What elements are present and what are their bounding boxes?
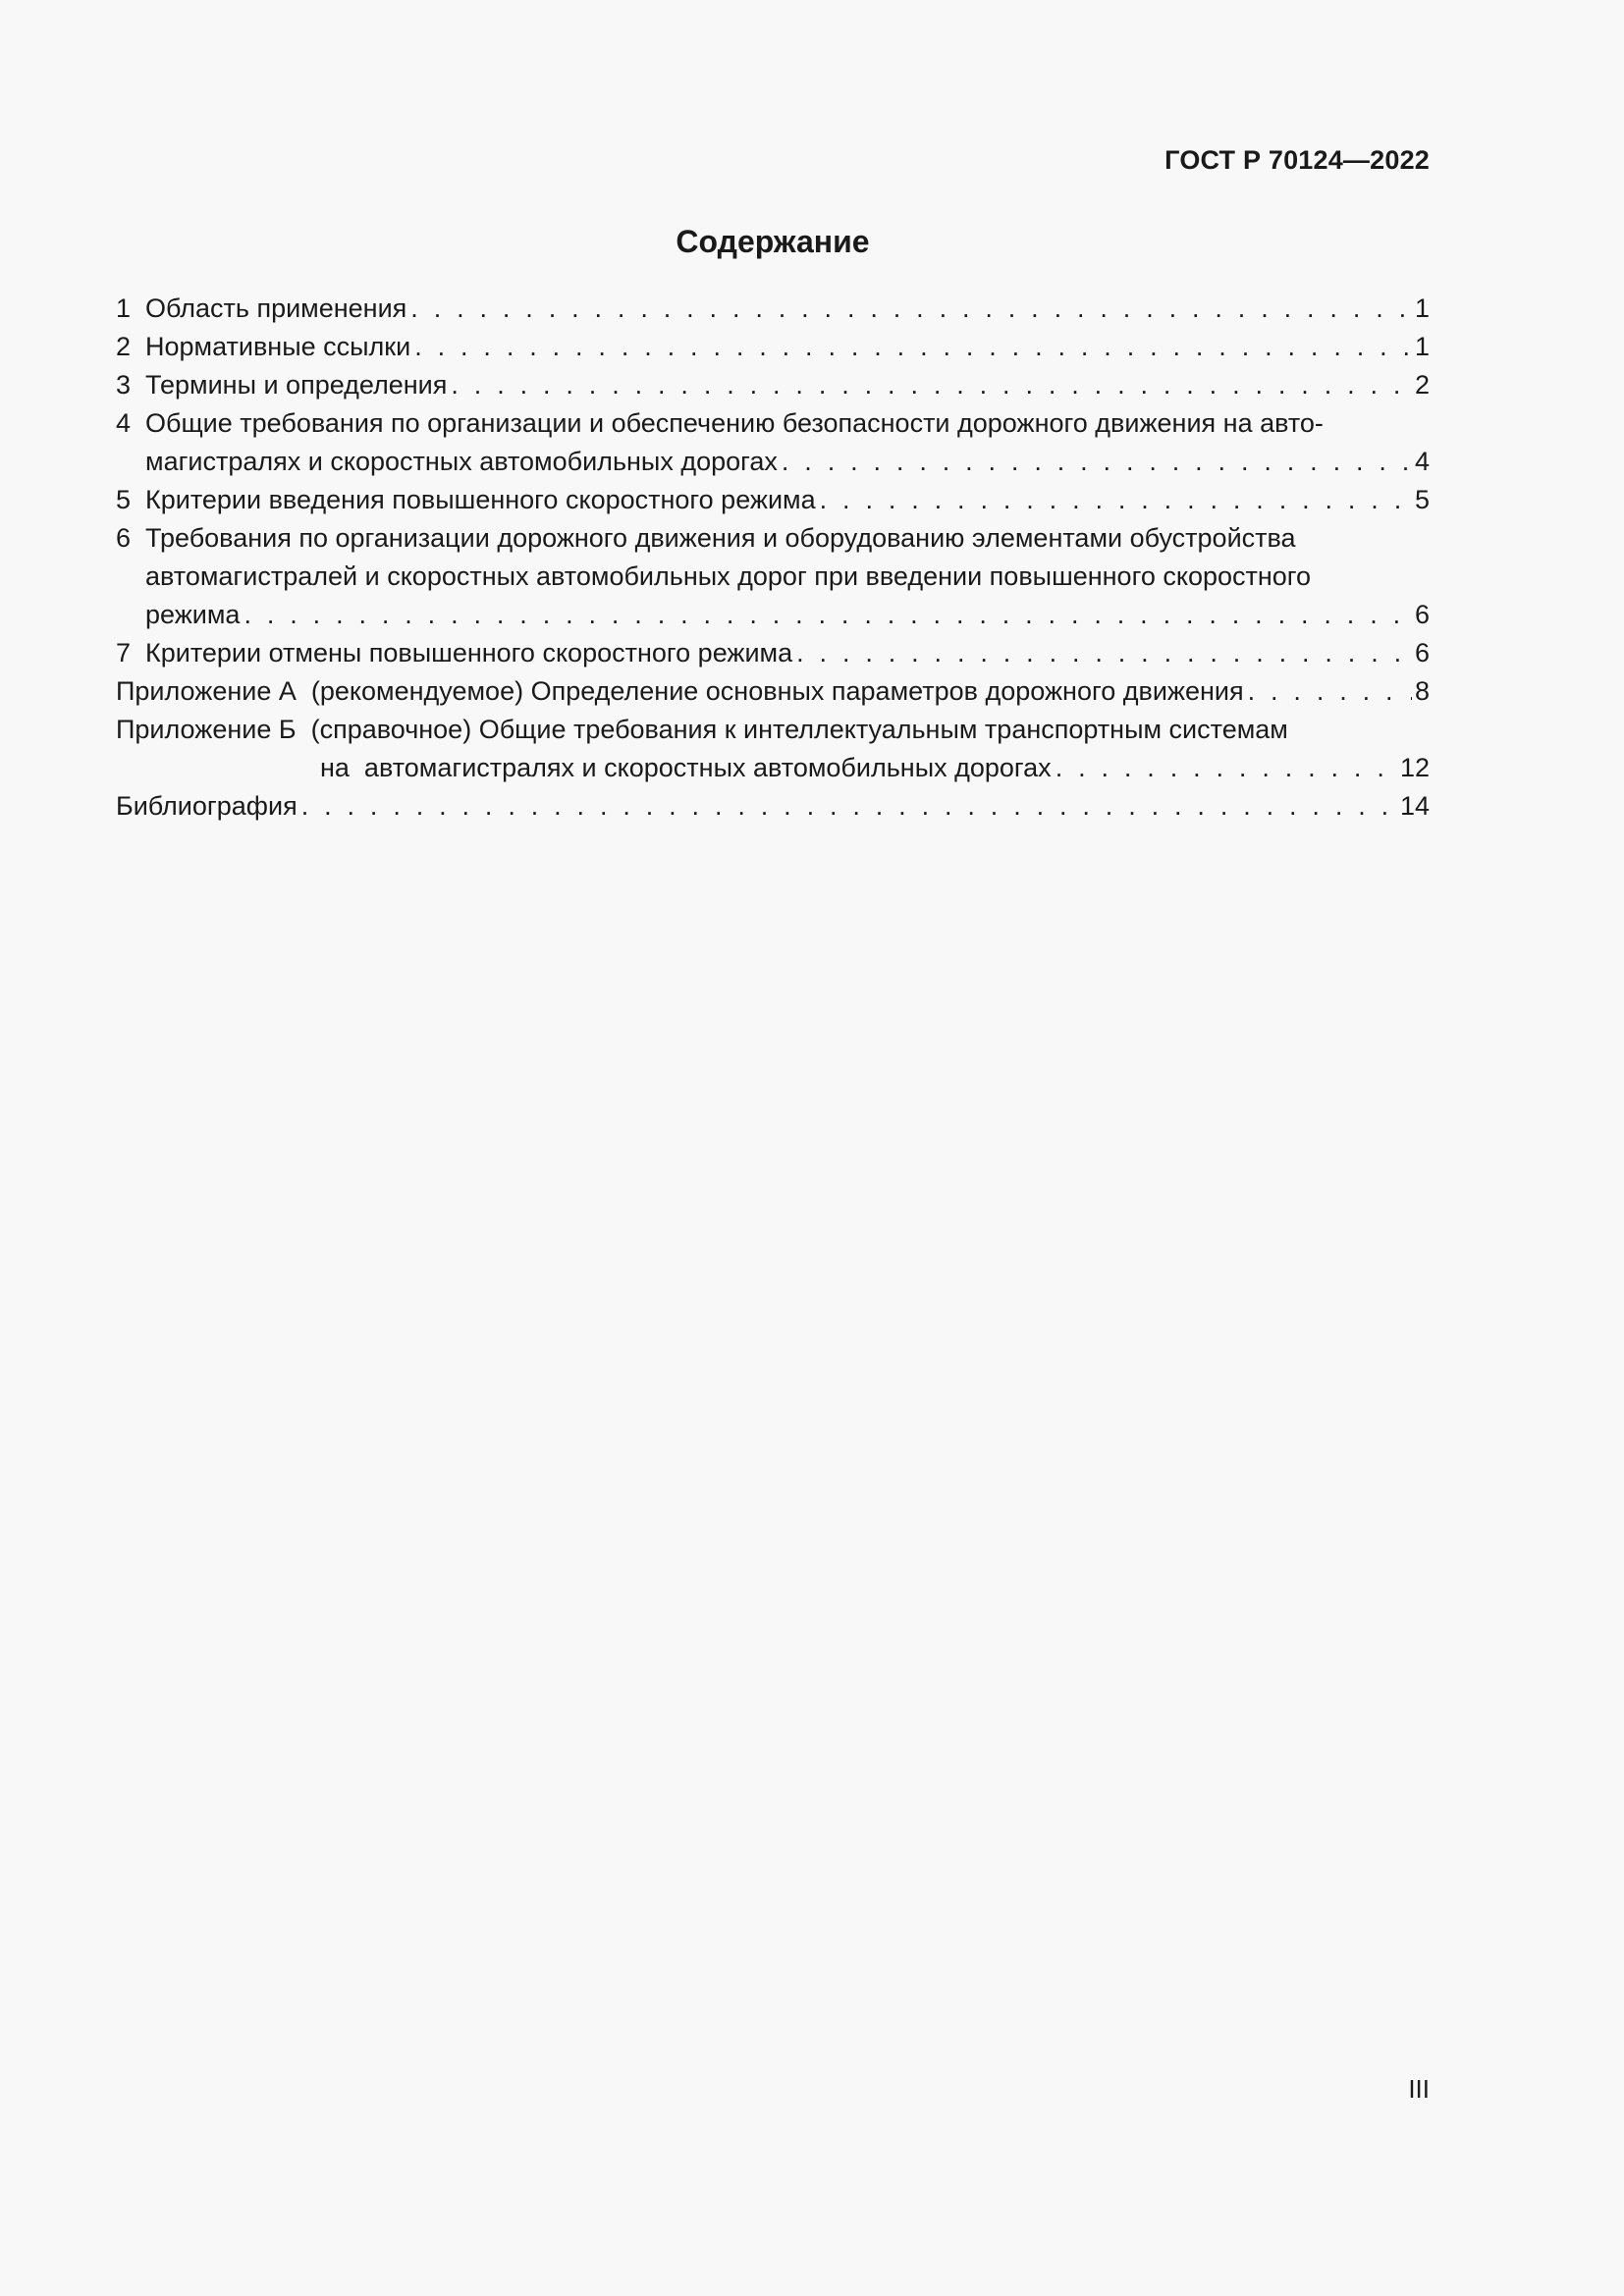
dot-leader bbox=[782, 443, 1412, 481]
toc-entry-page: 4 bbox=[1414, 447, 1430, 476]
document-code: ГОСТ Р 70124—2022 bbox=[1164, 145, 1430, 175]
toc-entry-text-line-2: магистралях и скоростных автомобильных дорогах bbox=[145, 447, 778, 476]
dot-leader bbox=[796, 634, 1412, 672]
dot-leader bbox=[451, 366, 1412, 404]
dot-leader bbox=[414, 328, 1412, 366]
dot-leader bbox=[301, 787, 1397, 826]
toc-entry-3[interactable] bbox=[116, 366, 1430, 404]
dot-leader bbox=[1248, 672, 1412, 711]
toc-entry-5[interactable] bbox=[116, 481, 1430, 519]
toc-entry-text-line-2: на автомагистралях и скоростных автомобильных дорогах bbox=[320, 753, 1052, 782]
toc-entry-page: 6 bbox=[1414, 638, 1430, 667]
dot-leader bbox=[820, 481, 1412, 519]
dot-leader bbox=[244, 596, 1412, 634]
toc-entry-page: 1 bbox=[1414, 294, 1430, 323]
toc-entry-1[interactable] bbox=[116, 290, 1430, 328]
toc-entry-number: 6 bbox=[116, 523, 132, 553]
toc-entry-text-line-1: Приложение Б (справочное) Общие требования к интеллектуальным транспортным системам bbox=[116, 715, 1288, 744]
toc-entry-number: 4 bbox=[116, 408, 132, 438]
toc-entry-number: 7 bbox=[116, 638, 132, 667]
toc-entry-number: 5 bbox=[116, 485, 132, 514]
toc-entry-2[interactable] bbox=[116, 328, 1430, 366]
toc-entry-text: Термины и определения bbox=[145, 370, 448, 400]
toc-entry-text-line-1: Общие требования по организации и обеспечению безопасности дорожного движения на авто- bbox=[145, 408, 1324, 438]
toc-entry-page: 8 bbox=[1414, 676, 1430, 706]
toc-entry-page: 6 bbox=[1414, 600, 1430, 629]
toc-entry-text: Область применения bbox=[145, 294, 407, 323]
toc-entry-4[interactable] bbox=[116, 404, 1430, 481]
toc-entry-text-line-1: Требования по организации дорожного движения и оборудованию элементами обустройства bbox=[145, 523, 1296, 553]
toc-entry-bibliography[interactable] bbox=[116, 787, 1430, 826]
toc-entry-page: 5 bbox=[1414, 485, 1430, 514]
toc-entry-text-line-2: автомагистралей и скоростных автомобильных дорог при введении повышенного скоростного bbox=[145, 561, 1312, 591]
toc-entry-appendix-a[interactable] bbox=[116, 672, 1430, 711]
table-of-contents bbox=[116, 290, 1430, 826]
toc-entry-appendix-b[interactable] bbox=[116, 711, 1430, 787]
toc-entry-text-line-3: режима bbox=[145, 600, 241, 629]
toc-entry-number: 3 bbox=[116, 370, 132, 400]
page-number: III bbox=[1408, 2074, 1430, 2104]
toc-entry-text: Нормативные ссылки bbox=[145, 332, 411, 361]
toc-entry-number: 2 bbox=[116, 332, 132, 361]
toc-entry-text: Критерии отмены повышенного скоростного режима bbox=[145, 638, 793, 667]
toc-entry-number: 1 bbox=[116, 294, 132, 323]
toc-entry-page: 12 bbox=[1399, 753, 1430, 782]
toc-entry-text: Критерии введения повышенного скоростного режима bbox=[145, 485, 816, 514]
dot-leader bbox=[410, 290, 1412, 328]
toc-title: Содержание bbox=[676, 224, 870, 259]
toc-entry-7[interactable] bbox=[116, 634, 1430, 672]
toc-entry-text: Приложение А (рекомендуемое) Определение основных параметров дорожного движения bbox=[116, 676, 1244, 706]
toc-entry-page: 1 bbox=[1414, 332, 1430, 361]
toc-entry-page: 14 bbox=[1399, 791, 1430, 821]
toc-entry-6[interactable] bbox=[116, 519, 1430, 634]
toc-entry-text: Библиография bbox=[116, 791, 298, 821]
dot-leader bbox=[1056, 749, 1397, 787]
toc-entry-page: 2 bbox=[1414, 370, 1430, 400]
